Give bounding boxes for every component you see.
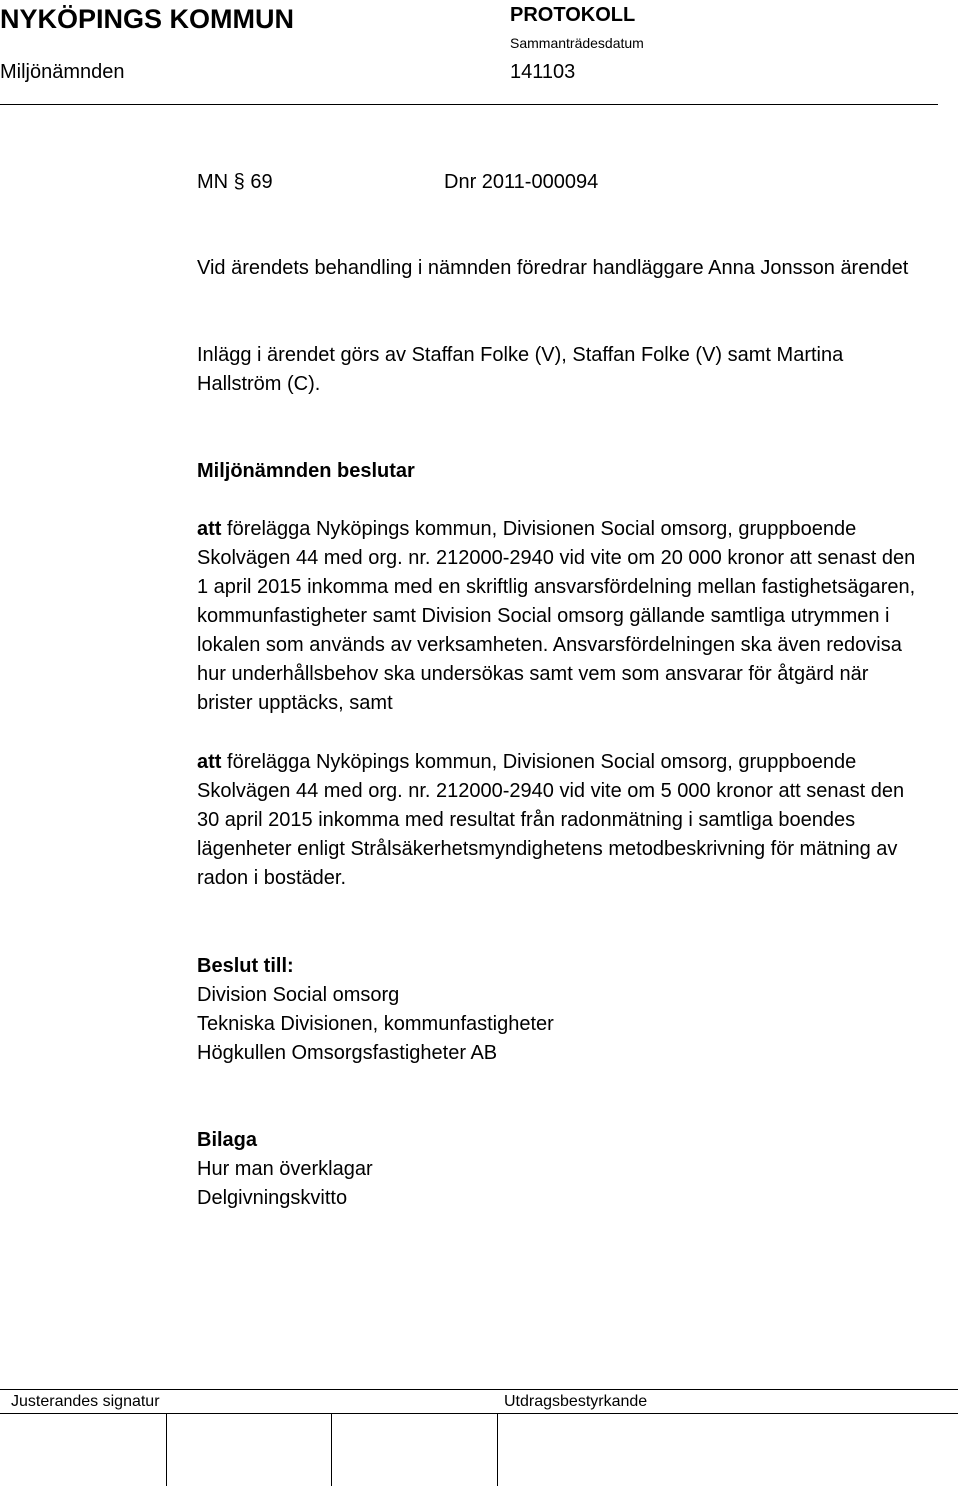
meeting-date-label: Sammanträdesdatum — [510, 35, 644, 51]
presentation-paragraph — [197, 254, 927, 283]
recipient-item: Högkullen Omsorgsfastigheter AB — [197, 1042, 498, 1064]
recipient-item: Tekniska Divisionen, kommunfastigheter — [197, 1013, 554, 1035]
footer-divider — [0, 1389, 958, 1390]
footer-label-divider — [0, 1413, 958, 1414]
attachments-heading: Bilaga — [197, 1129, 258, 1151]
attachment-item: Delgivningskvitto — [197, 1187, 348, 1209]
signature-box-line — [331, 1413, 332, 1486]
decision-heading: Miljönämnden beslutar — [197, 460, 415, 482]
decision-1-att: att — [197, 518, 222, 540]
recipient-item: Division Social omsorg — [197, 984, 400, 1006]
decision-2-text: förelägga Nyköpings kommun, Divisionen Social omsorg, gruppboende Skolvägen 44 med org. nr. 212000-2940 vid vite om 5 000 kronor att senast den 30 april 2015 inkomma med resultat från radonmätning i samtliga boendes lägenheter enligt Strålsäkerhetsmyndighetens metodbeskrivning för mätning av radon i bostäder. — [197, 751, 905, 889]
statements-paragraph — [197, 341, 927, 399]
recipients-heading: Beslut till: — [197, 955, 294, 977]
committee-name: Miljönämnden — [0, 61, 125, 83]
signature-box-line — [497, 1413, 498, 1486]
case-number: MN § 69 — [197, 171, 273, 193]
presentation-text: Vid ärendets behandling i nämnden föredrar handläggare Anna Jonsson ärendet — [197, 257, 909, 279]
signature-box-line — [166, 1413, 167, 1486]
decision-paragraph-1 — [197, 515, 927, 718]
meeting-date: 141103 — [510, 61, 576, 83]
decision-paragraph-2 — [197, 748, 927, 893]
header-divider — [0, 104, 938, 105]
certification-label: Utdragsbestyrkande — [504, 1393, 648, 1410]
decision-2-att: att — [197, 751, 222, 773]
org-name: NYKÖPINGS KOMMUN — [0, 4, 295, 34]
statements-text: Inlägg i ärendet görs av Staffan Folke (V), Staffan Folke (V) samt Martina Hallström (C). — [197, 344, 844, 395]
attachment-item: Hur man överklagar — [197, 1158, 373, 1180]
decision-1-text: förelägga Nyköpings kommun, Divisionen Social omsorg, gruppboende Skolvägen 44 med org. nr. 212000-2940 vid vite om 20 000 kronor att senast den 1 april 2015 inkomma med en skriftlig ansvarsfördelning mellan fastighetsägaren, kommunfastigheter samt Division Social omsorg gällande samtliga utrymmen i lokalen som används av verksamheten. Ansvarsfördelningen ska även redovisa hur underhållsbehov ska undersökas samt vem som ansvarar för åtgärd när brister upptäcks, samt — [197, 518, 916, 714]
document-type: PROTOKOLL — [510, 4, 636, 26]
signature-label: Justerandes signatur — [11, 1393, 160, 1410]
case-dnr: Dnr 2011-000094 — [444, 171, 599, 193]
